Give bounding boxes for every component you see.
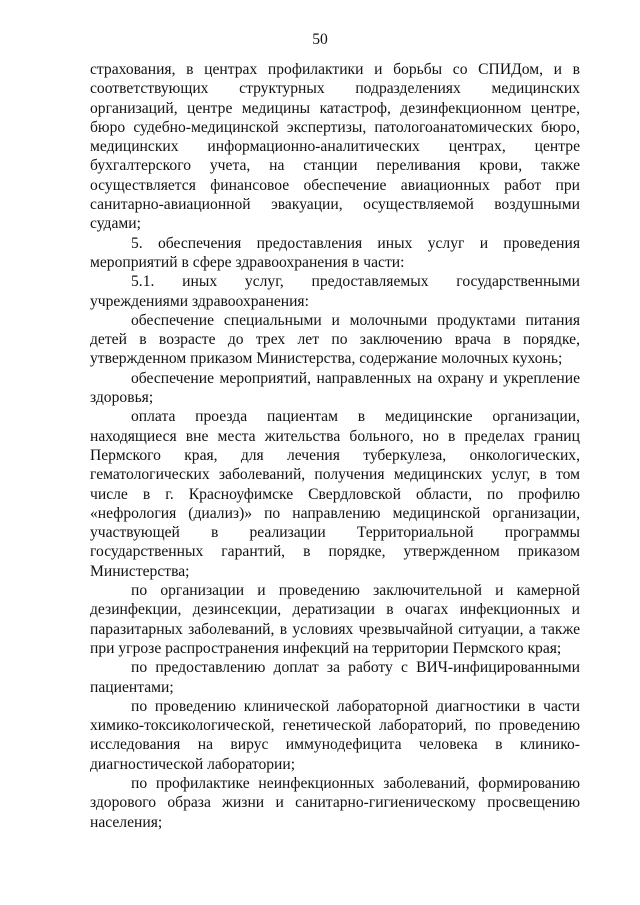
- paragraph-item-5-1: 5.1. иных услуг, предоставляемых государственными учреждениями здравоохранения:: [90, 273, 580, 310]
- paragraph-disinfection: по организации и проведению заключительной и камерной дезинфекции, дезинсекции, дератизации в очагах инфекционных и паразитарных заболеваний, в условиях чрезвычайной ситуации, а также при угрозе распространения инфекций на территории Пермского края;: [90, 582, 580, 657]
- paragraph-health-protection: обеспечение мероприятий, направленных на охрану и укрепление здоровья;: [90, 369, 580, 407]
- paragraph-lab-diagnostics: по проведению клинической лабораторной диагностики в части химико-токсикологической, генетической лабораторий, по проведению исследования на вирус иммунодефицита человека в клинико-диагностической лаборатории;: [90, 697, 580, 773]
- paragraph-hiv-payments: по предоставлению доплат за работу с ВИЧ-инфицированными пациентами;: [90, 659, 580, 696]
- paragraph-travel-payment: оплата проезда пациентам в медицинские организации, находящиеся вне места жительства больного, но в пределах границ Пермского края, для лечения туберкулеза, онкологических, гематологических заболеваний, получения медицинских услуг, в том числе в г. Красноуфимске Свердловской области, по профилю «нефрология (диализ)» по направлению медицинской организации, участвующей в реализации Территориальной программы государственных гарантий, в порядке, утвержденном приказом Министерства;: [90, 408, 580, 580]
- paragraph-prevention: по профилактике неинфекционных заболеваний, формированию здорового образа жизни и санитарно-гигиеническому просвещению населения;: [90, 774, 580, 831]
- paragraph-item-5: 5. обеспечения предоставления иных услуг и проведения мероприятий в сфере здравоохранения в части:: [90, 234, 580, 271]
- document-body: [90, 60, 580, 832]
- paragraph-nutrition: обеспечение специальными и молочными продуктами питания детей в возрасте до трех лет по заключению врача в порядке, утвержденном приказом Министерства, содержание молочных кухонь;: [90, 311, 580, 368]
- paragraph-continuation: страхования, в центрах профилактики и борьбы со СПИДом, и в соответствующих структурных подразделениях медицинских организаций, центре медицины катастроф, дезинфекционном центре, бюро судебно-медицинской экспертизы, патологоанатомических бюро, медицинских информационно-аналитических центрах, центре бухгалтерского учета, на станции переливания крови, также осуществляется финансовое обеспечение авиационных работ при санитарно-авиационной эвакуации, осуществляемой воздушными судами;: [90, 61, 580, 233]
- page-number: 50: [312, 31, 328, 48]
